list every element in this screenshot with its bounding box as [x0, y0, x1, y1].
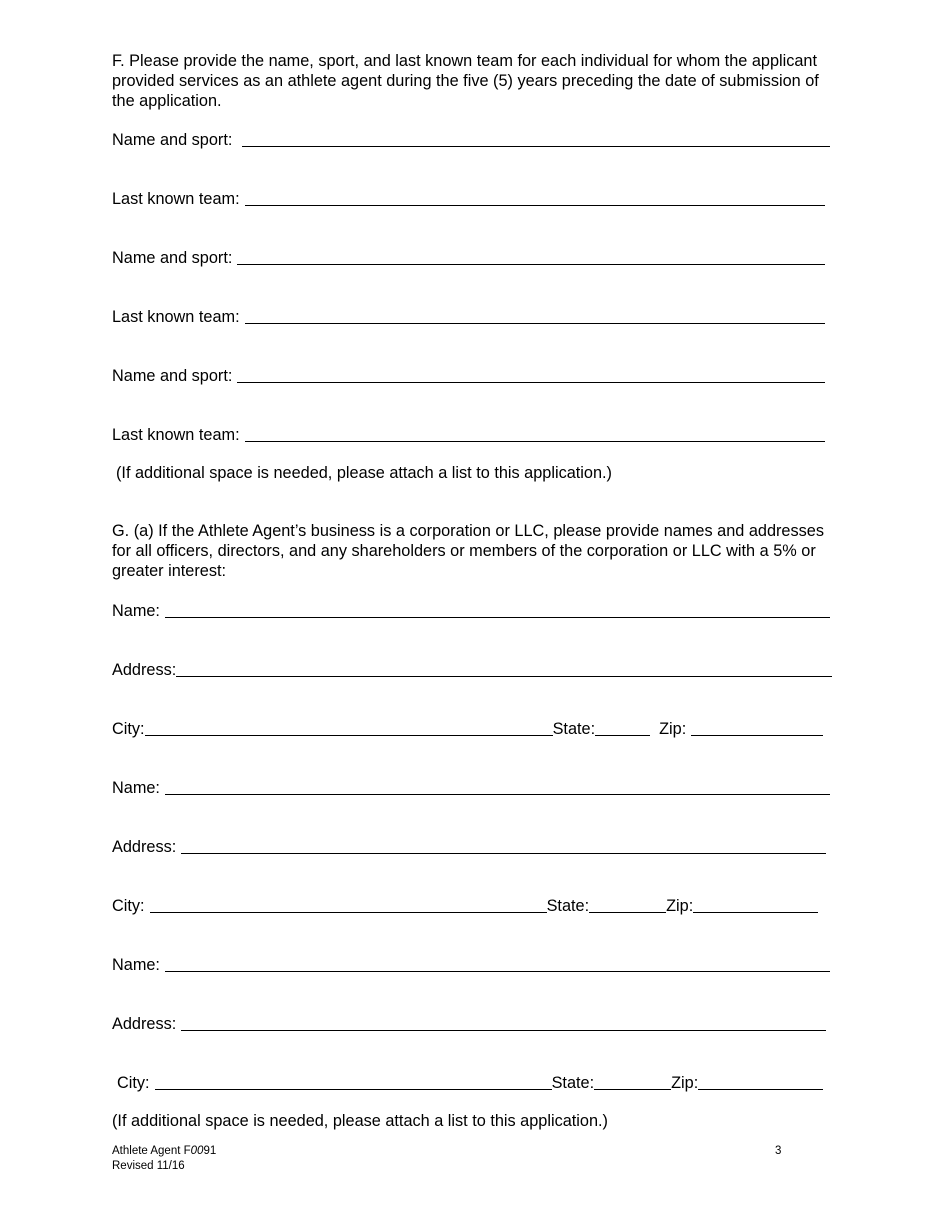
officer-address-field-2[interactable] [112, 835, 826, 857]
section-f-note: (If additional space is needed, please attach a list to this application.) [116, 464, 612, 482]
page-number: 3 [775, 1145, 782, 1157]
name-sport-label: Name and sport: [112, 367, 233, 385]
form-number-suffix: 91 [203, 1145, 217, 1157]
address-label: Address: [112, 661, 177, 679]
city-input[interactable] [155, 1072, 552, 1090]
officer-name-field-1[interactable] [112, 599, 830, 621]
last-team-label: Last known team: [112, 426, 240, 444]
officer-name-input[interactable] [165, 600, 830, 618]
name-label: Name: [112, 779, 160, 797]
name-sport-label: Name and sport: [112, 249, 233, 267]
name-sport-label: Name and sport: [112, 131, 233, 149]
officer-name-input[interactable] [165, 954, 830, 972]
state-input[interactable] [589, 895, 666, 913]
officer-name-field-3[interactable] [112, 953, 830, 975]
city-label: City: [117, 1074, 150, 1092]
state-input[interactable] [595, 718, 650, 736]
last-team-input[interactable] [245, 424, 825, 442]
officer-address-input[interactable] [181, 1013, 826, 1031]
section-g-intro: G. (a) If the Athlete Agent’s business is a corporation or LLC, please provide names and addresses for all officers, directors, and any shareholders or members of the corporation or LLC with a 5% or greater interest: [112, 522, 824, 580]
zip-label: Zip: [659, 720, 687, 738]
state-label: State: [551, 1074, 595, 1092]
last-team-field-2[interactable] [112, 305, 825, 327]
name-sport-field-2[interactable] [112, 246, 825, 268]
zip-input[interactable] [691, 718, 823, 736]
last-team-input[interactable] [245, 188, 825, 206]
form-number-italic: 00 [190, 1145, 204, 1157]
address-label: Address: [112, 1015, 177, 1033]
zip-input[interactable] [698, 1072, 823, 1090]
name-label: Name: [112, 602, 160, 620]
last-team-label: Last known team: [112, 308, 240, 326]
officer-city-field-3[interactable] [117, 1071, 823, 1093]
city-label: City: [112, 897, 145, 915]
zip-input[interactable] [693, 895, 818, 913]
officer-address-field-3[interactable] [112, 1012, 826, 1034]
city-label: City: [112, 720, 145, 738]
officer-address-input[interactable] [176, 659, 832, 677]
last-team-label: Last known team: [112, 190, 240, 208]
officer-city-field-2[interactable] [112, 894, 818, 916]
name-label: Name: [112, 956, 160, 974]
section-f-intro: F. Please provide the name, sport, and last known team for each individual for whom the applicant provided services as an athlete agent during the five (5) years preceding the date of submission of the application. [112, 52, 819, 110]
revision-date: Revised 11/16 [112, 1160, 185, 1172]
zip-label: Zip: [671, 1074, 699, 1092]
name-sport-field-1[interactable] [112, 128, 830, 150]
officer-address-input[interactable] [181, 836, 826, 854]
last-team-input[interactable] [245, 306, 825, 324]
last-team-field-3[interactable] [112, 423, 825, 445]
officer-address-field-1[interactable] [112, 658, 832, 680]
name-sport-input[interactable] [237, 365, 825, 383]
section-g-note: (If additional space is needed, please attach a list to this application.) [112, 1112, 608, 1130]
officer-name-input[interactable] [165, 777, 830, 795]
name-sport-field-3[interactable] [112, 364, 825, 386]
name-sport-input[interactable] [242, 129, 830, 147]
state-label: State: [552, 720, 596, 738]
address-label: Address: [112, 838, 177, 856]
state-input[interactable] [594, 1072, 671, 1090]
last-team-field-1[interactable] [112, 187, 825, 209]
zip-label: Zip: [666, 897, 694, 915]
state-label: State: [546, 897, 590, 915]
officer-city-field-1[interactable] [112, 717, 823, 739]
form-number-prefix: Athlete Agent F [112, 1145, 191, 1157]
name-sport-input[interactable] [237, 247, 825, 265]
city-input[interactable] [145, 718, 553, 736]
officer-name-field-2[interactable] [112, 776, 830, 798]
city-input[interactable] [150, 895, 547, 913]
form-identifier [112, 1144, 216, 1159]
